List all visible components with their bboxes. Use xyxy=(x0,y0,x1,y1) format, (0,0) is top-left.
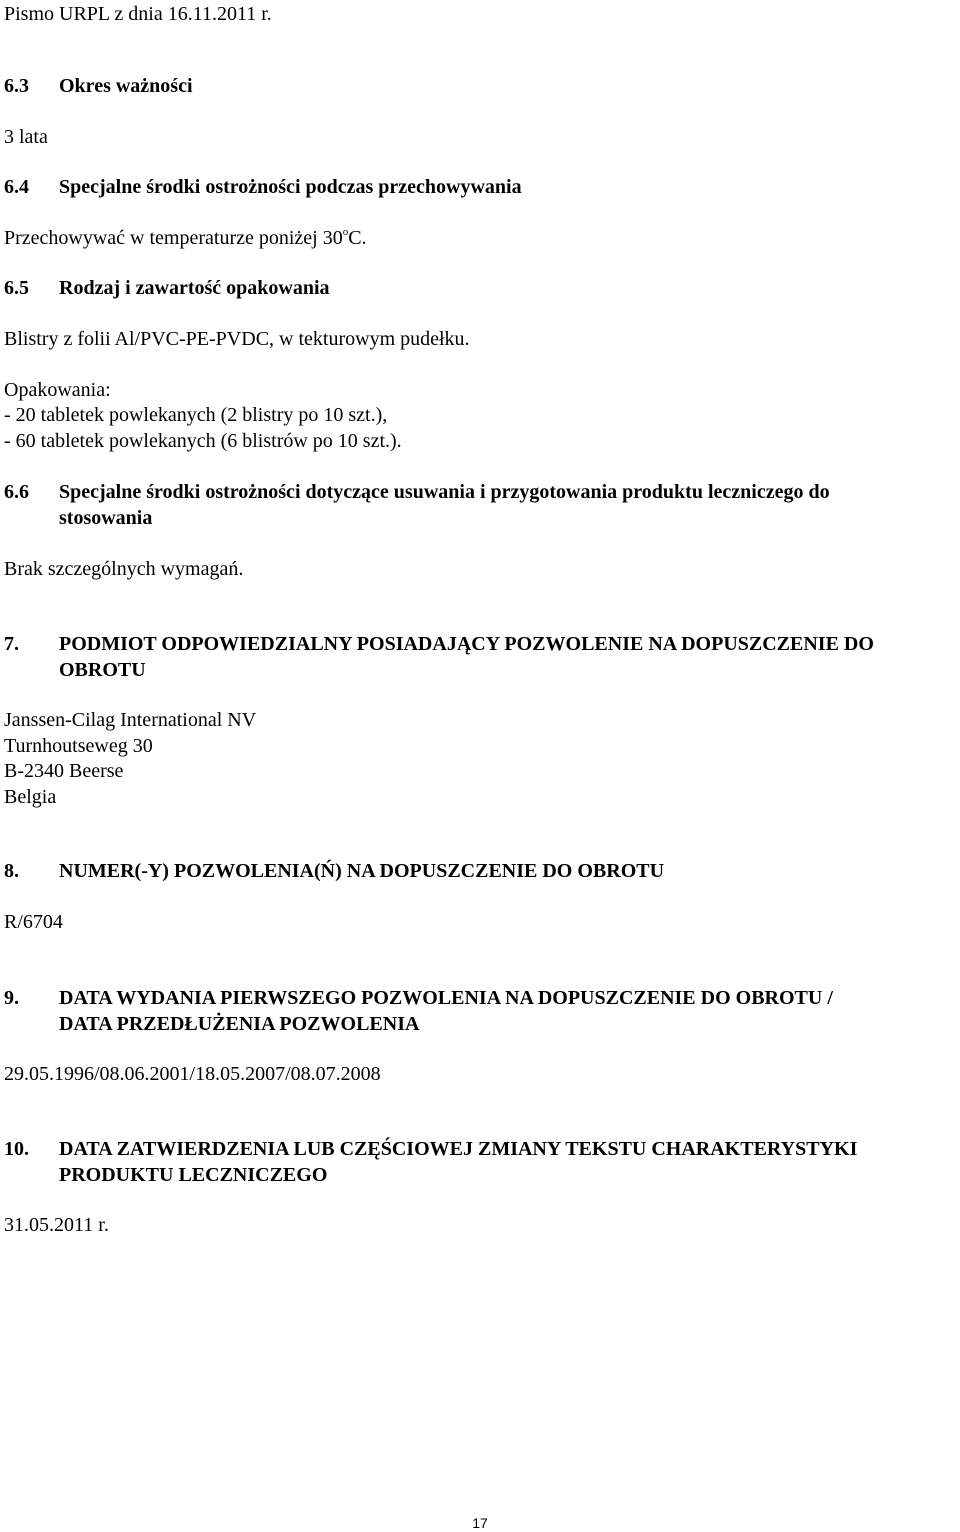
letter-header: Pismo URPL z dnia 16.11.2011 r. xyxy=(4,3,272,25)
section-number: 6.4 xyxy=(4,176,29,198)
section-number: 8. xyxy=(4,860,19,882)
section-title-line: PRODUKTU LECZNICZEGO xyxy=(59,1164,328,1186)
section-title-line: DATA WYDANIA PIERWSZEGO POZWOLENIA NA DOPUSZCZENIE DO OBROTU / xyxy=(59,987,833,1009)
section-title-line: DATA PRZEDŁUŻENIA POZWOLENIA xyxy=(59,1013,420,1035)
section-title-line: stosowania xyxy=(59,507,153,529)
address-line: B-2340 Beerse xyxy=(4,760,124,782)
section-number: 6.6 xyxy=(4,481,29,503)
authorisation-dates: 29.05.1996/08.06.2001/18.05.2007/08.07.2008 xyxy=(4,1063,381,1085)
disposal-text: Brak szczególnych wymagań. xyxy=(4,558,244,580)
section-title: NUMER(-Y) POZWOLENIA(Ń) NA DOPUSZCZENIE DO OBROTU xyxy=(59,860,665,882)
section-number: 7. xyxy=(4,633,19,655)
section-title: Specjalne środki ostrożności podczas przechowywania xyxy=(59,176,522,198)
shelf-life-text: 3 lata xyxy=(4,126,48,148)
pack-item: - 60 tabletek powlekanych (6 blistrów po 10 szt.). xyxy=(4,430,402,452)
revision-date: 31.05.2011 r. xyxy=(4,1214,109,1236)
section-title-line: PODMIOT ODPOWIEDZIALNY POSIADAJĄCY POZWOLENIE NA DOPUSZCZENIE DO xyxy=(59,633,874,655)
section-title: Okres ważności xyxy=(59,75,193,97)
authorisation-number: R/6704 xyxy=(4,911,63,933)
section-number: 6.5 xyxy=(4,277,29,299)
section-number: 6.3 xyxy=(4,75,29,97)
storage-text xyxy=(4,225,367,254)
storage-text-unit: C. xyxy=(348,227,367,249)
pack-item: - 20 tabletek powlekanych (2 blistry po 10 szt.), xyxy=(4,404,388,426)
storage-text-main: Przechowywać w temperaturze poniżej 30 xyxy=(4,227,343,249)
section-title-line: OBROTU xyxy=(59,659,146,681)
section-title-line: Specjalne środki ostrożności dotyczące usuwania i przygotowania produktu leczniczego do xyxy=(59,481,830,503)
section-number: 10. xyxy=(4,1138,29,1160)
packaging-text: Blistry z folii Al/PVC-PE-PVDC, w tekturowym pudełku. xyxy=(4,328,470,350)
section-title: Rodzaj i zawartość opakowania xyxy=(59,277,330,299)
section-number: 9. xyxy=(4,987,19,1009)
section-title-line: DATA ZATWIERDZENIA LUB CZĘŚCIOWEJ ZMIANY TEKSTU CHARAKTERYSTYKI xyxy=(59,1138,858,1160)
page-number: 17 xyxy=(472,1515,488,1531)
degree-symbol: o xyxy=(342,226,349,238)
packs-label: Opakowania: xyxy=(4,379,111,401)
address-line: Janssen-Cilag International NV xyxy=(4,709,257,731)
address-line: Turnhoutseweg 30 xyxy=(4,735,153,757)
address-line: Belgia xyxy=(4,786,57,808)
